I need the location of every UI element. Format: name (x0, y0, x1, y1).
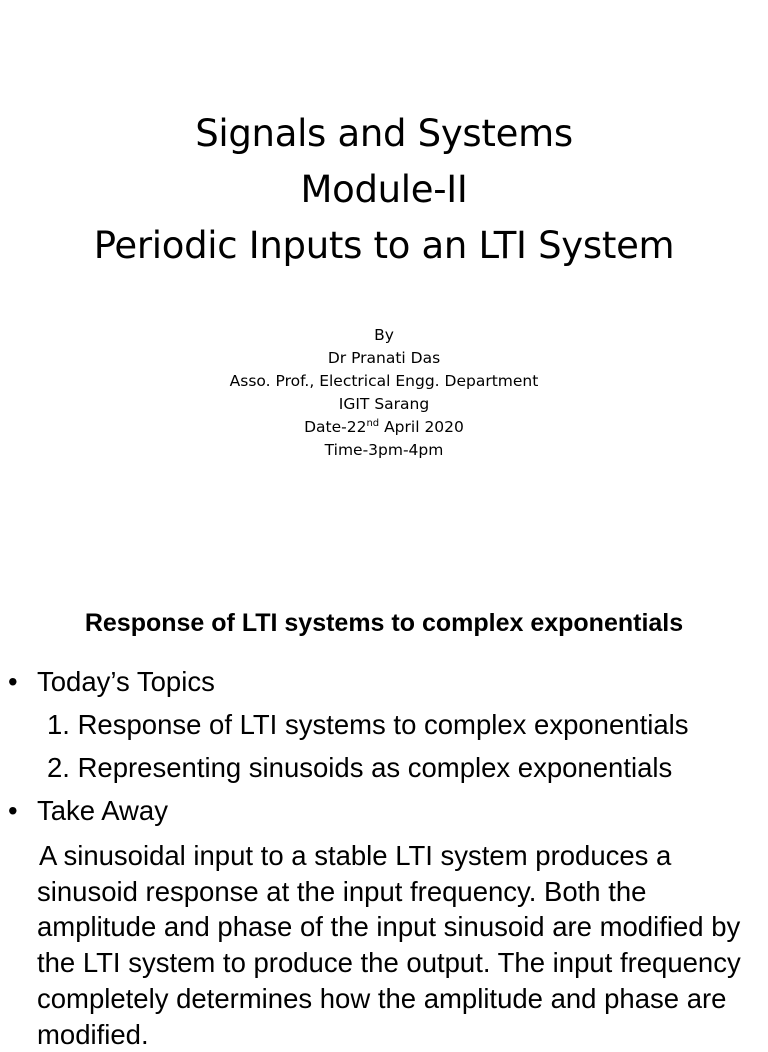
title-line-topic: Periodic Inputs to an LTI System (93, 224, 675, 267)
lecture-date: Date-22nd April 2020 (304, 418, 464, 436)
institute-name: IGIT Sarang (338, 395, 430, 413)
topics-heading: Today’s Topics (37, 666, 215, 697)
bullet-glyph: • (8, 666, 18, 697)
bullet-glyph: • (8, 795, 18, 826)
slide-heading: Response of LTI systems to complex exponentials (84, 609, 684, 637)
topic-item: 1. Response of LTI systems to complex exponentials (47, 709, 689, 740)
by-label: By (374, 326, 394, 344)
content-slide (0, 560, 768, 1050)
title-line-module: Module-II (300, 168, 468, 211)
author-name: Dr Pranati Das (327, 349, 441, 367)
title-line-course: Signals and Systems (195, 112, 573, 155)
takeaway-heading: Take Away (37, 795, 168, 826)
takeaway-paragraph: A sinusoidal input to a stable LTI system produces a sinusoid response at the input frequency. Both the amplitude and phase of the input sinusoid are modified by the LTI system to produce the output. The input frequency completely determines how the amplitude and phase are modified. (37, 840, 741, 1050)
lecture-time: Time-3pm-4pm (324, 441, 444, 459)
slide-title (0, 106, 768, 274)
author-block (0, 324, 768, 462)
topic-item: 2. Representing sinusoids as complex exponentials (47, 752, 673, 783)
author-designation: Asso. Prof., Electrical Engg. Department (229, 372, 539, 390)
